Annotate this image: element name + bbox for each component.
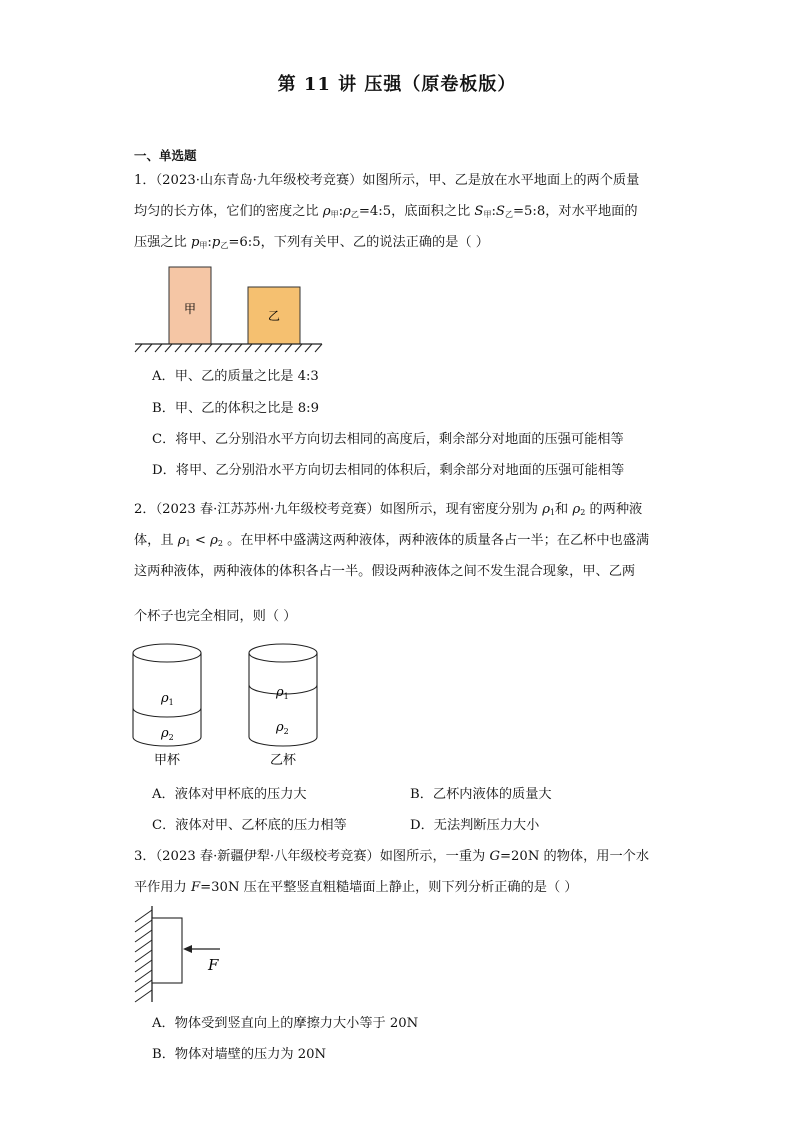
- force-arrow-head: [183, 945, 192, 953]
- q2-option-d[interactable]: D．无法判断压力大小: [410, 818, 540, 833]
- cup-jia-label: 甲杯: [153, 753, 181, 768]
- q1-figure: [132, 264, 326, 356]
- page-title: 第 11 讲 压强（原卷板版）: [277, 74, 517, 95]
- q1-option-a[interactable]: A．甲、乙的质量之比是 4:3: [152, 369, 319, 384]
- q2-line1: 2．（2023 春·江苏苏州·九年级校考竞赛）如图所示，现有密度分别为 $\rho_1$和 $\rho_2$ 的两种液: [134, 502, 643, 517]
- wall-hatching: [135, 910, 152, 1002]
- q1-line2: 均匀的长方体，它们的密度之比 $\rho_甲:\rho_乙=4:5$，底面积之比 $S_甲:S_乙=5:8$，对水平地面的: [134, 204, 638, 219]
- q2-figure: [130, 640, 330, 770]
- q3-line2: 平作用力 F=30N 压在平整竖直粗糙墙面上静止，则下列分析正确的是（ ）: [134, 880, 578, 895]
- force-label: F: [208, 956, 219, 974]
- cup-yi-label: 乙杯: [269, 753, 297, 768]
- section-heading: 一、单选题: [134, 148, 197, 163]
- q2-line2: 体，且 $\rho_1 < \rho_2$ 。在甲杯中盛满这两种液体，两种液体的质量各占一半；在乙杯中也盛满: [134, 533, 650, 548]
- q3-line1: 3．（2023 春·新疆伊犁·八年级校考竞赛）如图所示，一重为 G=20N 的物体，用一个水: [134, 849, 650, 864]
- q2-option-b[interactable]: B．乙杯内液体的质量大: [410, 787, 552, 802]
- q2-option-c[interactable]: C．液体对甲、乙杯底的压力相等: [152, 818, 347, 833]
- q1-option-d[interactable]: D．将甲、乙分别沿水平方向切去相同的体积后，剩余部分对地面的压强可能相等: [152, 463, 625, 478]
- ground-hatching: [135, 344, 322, 352]
- cup-jia-rho1: $\rho_1$: [161, 691, 174, 707]
- q3-figure: [132, 904, 242, 1006]
- block-yi-label: 乙: [267, 309, 281, 323]
- cup-yi-rho2: $\rho_2$: [276, 720, 289, 736]
- q3-option-a[interactable]: A．物体受到竖直向上的摩擦力大小等于 20N: [152, 1016, 419, 1031]
- cup-yi-rho1: $\rho_1$: [276, 685, 289, 701]
- q1-option-b[interactable]: B．甲、乙的体积之比是 8:9: [152, 401, 319, 416]
- q2-line4: 个杯子也完全相同，则（ ）: [134, 609, 297, 624]
- q1-line1: 1．（2023·山东青岛·九年级校考竞赛）如图所示，甲、乙是放在水平地面上的两个质量: [134, 173, 640, 188]
- block-jia-label: 甲: [183, 302, 197, 316]
- q3-option-b[interactable]: B．物体对墙壁的压力为 20N: [152, 1047, 327, 1062]
- q2-option-a[interactable]: A．液体对甲杯底的压力大: [152, 787, 307, 802]
- q2-line3: 这两种液体，两种液体的体积各占一半。假设两种液体之间不发生混合现象，甲、乙两: [134, 564, 636, 579]
- q1-option-c[interactable]: C．将甲、乙分别沿水平方向切去相同的高度后，剩余部分对地面的压强可能相等: [152, 432, 624, 447]
- q1-line3: 压强之比 $p_甲:p_乙=6:5$，下列有关甲、乙的说法正确的是（ ）: [134, 235, 489, 250]
- object-block: [152, 918, 182, 983]
- cup-jia-rho2: $\rho_2$: [161, 726, 174, 742]
